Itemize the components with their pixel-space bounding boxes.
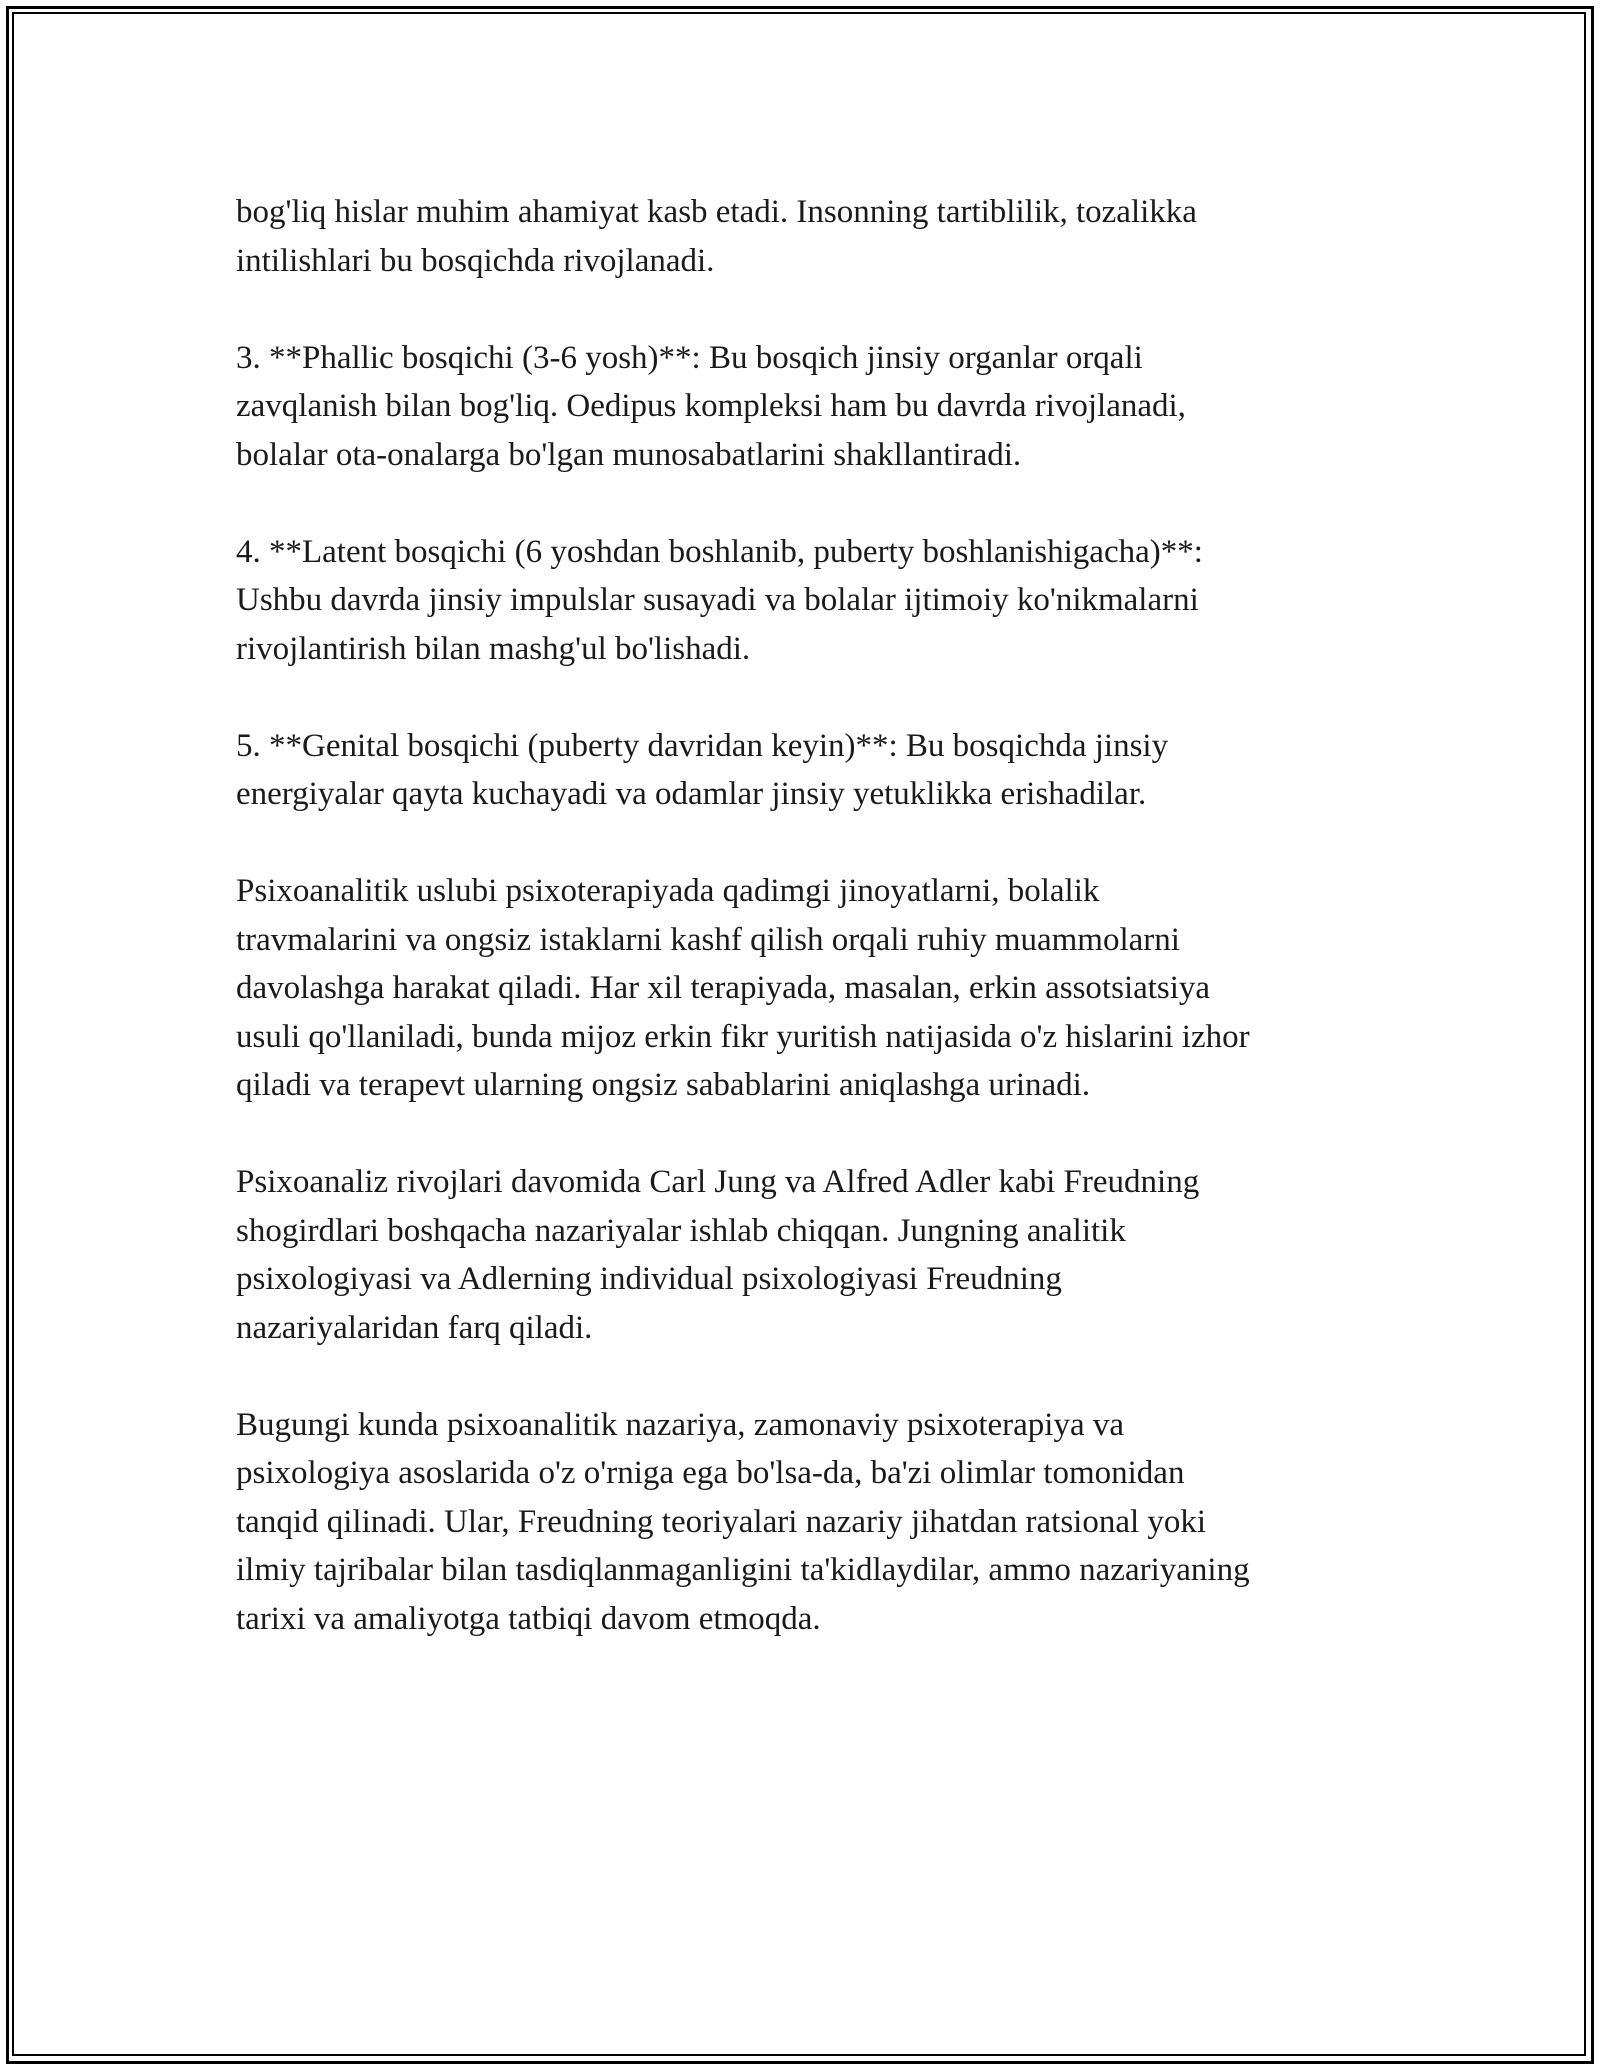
text-line: 5. **Genital bosqichi (puberty davridan keyin)**: Bu bosqichda jinsiy bbox=[236, 727, 1169, 764]
text-line: usuli qo'llaniladi, bunda mijoz erkin fikr yuritish natijasida o'z hislarini izhor bbox=[236, 1018, 1250, 1055]
text-line: 3. **Phallic bosqichi (3-6 yosh)**: Bu bosqich jinsiy organlar orqali bbox=[236, 339, 1143, 376]
text-line: psixologiya asoslarida o'z o'rniga ega bo'lsa-da, ba'zi olimlar tomonidan bbox=[236, 1455, 1185, 1491]
text-line: tarixi va amaliyotga tatbiqi davom etmoqda. bbox=[236, 1600, 821, 1637]
text-line: energiyalar qayta kuchayadi va odamlar jinsiy yetuklikka erishadilar. bbox=[236, 776, 1147, 812]
text-line: psixologiyasi va Adlerning individual psixologiyasi Freudning bbox=[236, 1261, 1062, 1297]
text-line: qiladi va terapevt ularning ongsiz sabablarini aniqlashga urinadi. bbox=[236, 1067, 1091, 1103]
paragraph-jung-adler bbox=[236, 1158, 1386, 1352]
document-body bbox=[236, 188, 1386, 1692]
text-line: 4. **Latent bosqichi (6 yoshdan boshlanib, puberty boshlanishigacha)**: bbox=[236, 533, 1203, 570]
text-line: ilmiy tajribalar bilan tasdiqlanmaganligini ta'kidlaydilar, ammo nazariyaning bbox=[236, 1552, 1250, 1588]
text-line: Bugungi kunda psixoanalitik nazariya, zamonaviy psixoterapiya va bbox=[236, 1406, 1125, 1443]
text-line: zavqlanish bilan bog'liq. Oedipus kompleksi ham bu davrda rivojlanadi, bbox=[236, 388, 1186, 424]
text-line: Ushbu davrda jinsiy impulslar susayadi va bolalar ijtimoiy ko'nikmalarni bbox=[236, 582, 1199, 618]
text-line: shogirdlari boshqacha nazariyalar ishlab chiqqan. Jungning analitik bbox=[236, 1212, 1126, 1249]
text-line: bolalar ota-onalarga bo'lgan munosabatlarini shakllantiradi. bbox=[236, 436, 1022, 473]
text-line: bog'liq hislar muhim ahamiyat kasb etadi. Insonning tartiblilik, tozalikka bbox=[236, 194, 1197, 230]
text-line: travmalarini va ongsiz istaklarni kashf qilish orqali ruhiy muammolarni bbox=[236, 921, 1180, 958]
text-line: intilishlari bu bosqichda rivojlanadi. bbox=[236, 242, 715, 279]
text-line: Psixoanaliz rivojlari davomida Carl Jung va Alfred Adler kabi Freudning bbox=[236, 1164, 1200, 1200]
paragraph-genital-stage bbox=[236, 722, 1386, 819]
text-line: nazariyalaridan farq qiladi. bbox=[236, 1309, 593, 1346]
text-line: davolashga harakat qiladi. Har xil terapiyada, masalan, erkin assotsiatsiya bbox=[236, 970, 1211, 1006]
text-line: tanqid qilinadi. Ular, Freudning teoriyalari nazariy jihatdan ratsional yoki bbox=[236, 1503, 1207, 1540]
paragraph-phallic-stage bbox=[236, 334, 1386, 480]
paragraph-psychoanalytic-method bbox=[236, 867, 1386, 1110]
text-line: Psixoanalitik uslubi psixoterapiyada qadimgi jinoyatlarni, bolalik bbox=[236, 873, 1100, 909]
paragraph-modern-criticism bbox=[236, 1401, 1386, 1644]
text-line: rivojlantirish bilan mashg'ul bo'lishadi. bbox=[236, 630, 751, 667]
paragraph-latent-stage bbox=[236, 528, 1386, 674]
paragraph-anal-stage-continuation bbox=[236, 188, 1386, 285]
